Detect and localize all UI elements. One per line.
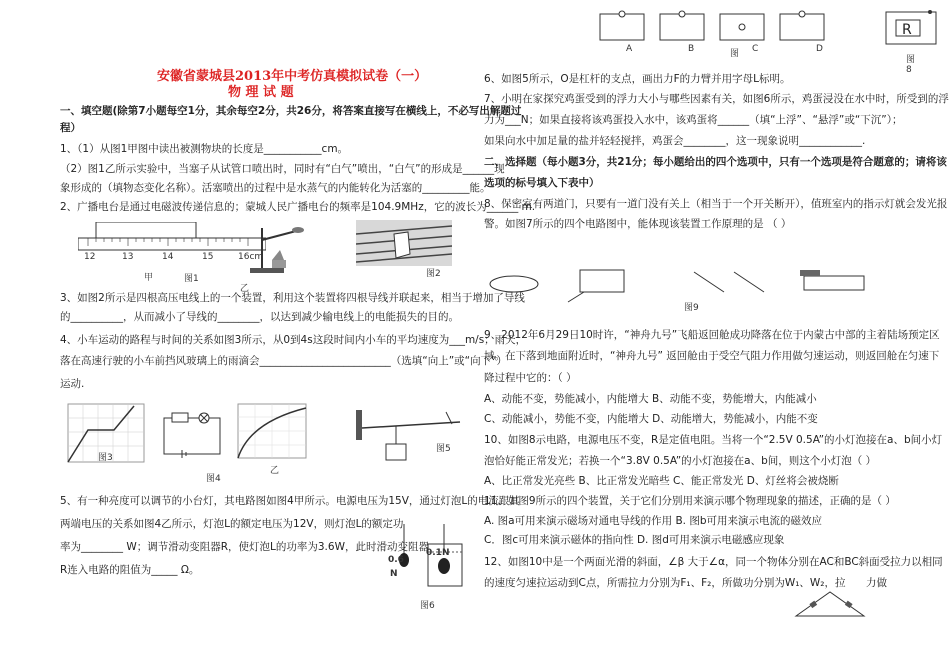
q5-line1: 5、有一种亮度可以调节的小台灯，其电路图如图4甲所示。电源电压为15V，通过灯泡L的电流跟其 <box>60 495 520 507</box>
q10-options: A、比正常发光亮些 B、比正常发光暗些 C、能正常发光 D、灯丝将会被烧断 <box>484 475 839 487</box>
figure8-caption: 图8 <box>906 55 916 75</box>
q9-options-cd: C、动能减小，势能不变，内能增大 D、动能增大，势能减小，内能不变 <box>484 413 818 425</box>
q8-line1: 8、保密室有两道门，只要有一道门没有关上（相当于一个开关断开），值班室内的指示灯就会发光报 <box>484 198 948 210</box>
figure7-option-label: A <box>626 44 633 54</box>
q9-options-ab: A、动能不变，势能减小，内能增大 B、动能不变，势能增大，内能减小 <box>484 393 817 405</box>
q4-line1: 4、小车运动的路程与时间的关系如图3所示，从0到4s这段时间内小车的平均速度为___m/s；雨天， <box>60 334 527 346</box>
q11-options-ab: A. 图a可用来演示磁场对通电导线的作用 B. 图b可用来演示电流的磁效应 <box>484 515 822 527</box>
figure6-reading-b: 0.1N <box>426 548 450 558</box>
figure1-jia-label: 甲 <box>144 273 154 283</box>
q4-line2: 落在高速行驶的小车前挡风玻璃上的雨滴会_________________________（选填“向上”或“向下”） <box>60 355 508 367</box>
figure7-caption: 图 <box>730 49 740 59</box>
figure5-lever <box>356 410 464 466</box>
figure6-reading-a: 0.6 <box>388 555 404 565</box>
figure1-yi-label: 乙 <box>240 284 250 294</box>
q9-line2: 域。在下落到地面附近时，“神舟九号” 返回舱由于受空气阻力作用做匀速运动，则返回舱在匀速下 <box>484 350 940 362</box>
figure4-yi-label: 乙 <box>270 466 280 476</box>
q7-line2: 力为___N；如果直接将该鸡蛋投入水中，该鸡蛋将______（填“上浮”、“悬浮”或“下沉”）； <box>484 114 903 126</box>
figure3-caption: 图3 <box>98 453 113 463</box>
q12-line2: 的速度匀速拉运动到C点，所需拉力分别为F₁、F₂，所做功分别为W₁、W₂，拉 <box>484 577 846 589</box>
q11-options-cd: C．图c可用来演示磁体的指向性 D. 图d可用来演示电磁感应现象 <box>484 534 785 546</box>
ruler-label: 13 <box>122 252 134 262</box>
figure2-power-lines <box>356 220 452 266</box>
figure7-option-label: D <box>816 44 823 54</box>
figure8-resistor-label: R <box>902 22 912 38</box>
ruler-label: 16cm <box>238 252 264 262</box>
q4-line3: 运动. <box>60 378 85 390</box>
q7-line1: 7、小明在家探究鸡蛋受到的浮力大小与哪些因素有关，如图6所示，鸡蛋浸没在水中时，所受到的浮 <box>484 93 949 105</box>
figure5-caption: 图5 <box>436 444 451 454</box>
figure9-caption: 图9 <box>684 303 699 313</box>
page-subtitle: 物 理 试 题 <box>228 85 294 100</box>
q10-line1: 10、如图8示电路，电源电压不变，R是定值电阻。当将一个“2.5V 0.5A”的小灯泡接在a、b间小灯 <box>484 434 943 446</box>
figure6-unit: N <box>390 569 398 579</box>
q1-line1: 1、（1）从图1甲图中读出被测物块的长度是___________cm。 <box>60 143 349 155</box>
figure6-caption: 图6 <box>420 601 435 611</box>
q5-line2: 两端电压的关系如图4乙所示，灯泡L的额定电压为12V，则灯泡L的额定功 <box>60 518 404 530</box>
figure4-current-voltage-graph <box>230 400 310 464</box>
q8-line2: 警。如图7所示的四个电路图中，能体现该装置工作原理的是 （ ） <box>484 218 792 230</box>
q1-line3: 象形成的（填物态变化名称）。活塞喷出的过程中是水蒸气的内能转化为活塞的_________能。 <box>60 182 491 194</box>
q7-line3: 如果向水中加足量的盐并轻轻搅拌，鸡蛋会________，这一现象说明____________. <box>484 135 866 147</box>
section1-heading: 一、填空题(除第7小题每空1分，其余每空2分，共26分，将答案直接写在横线上，不必写出解题过 <box>60 105 522 117</box>
q9-line3: 降过程中它的：（ ） <box>484 372 577 384</box>
q9-line1: 9、2012年6月29日10时许，“神舟九号”飞船返回舱成功降落在位于内蒙古中部的主着陆场预定区 <box>484 329 940 341</box>
q12-line1: 12、如图10中是一个两面光滑的斜面，∠β 大于∠α，同一个物体分别在AC和BC斜面受拉力以相同 <box>484 556 943 568</box>
q5-line3: 率为________ W；调节滑动变阻器R，使灯泡L的功率为3.6W，此时滑动变阻器 <box>60 541 429 553</box>
page-title: 安徽省蒙城县2013年中考仿真模拟试卷（一） <box>157 69 428 84</box>
q3-line1: 3、如图2所示是四根高压电线上的一个装置，利用这个装置将四根导线并联起来，相当于增加了导线 <box>60 292 525 304</box>
figure2-caption: 图2 <box>426 269 441 279</box>
q1-line2: （2）图1乙所示实验中，当塞子从试管口喷出时，同时有“白气”喷出，“白气”的形成是______现 <box>60 163 505 175</box>
section1-heading-cont: 程） <box>60 122 81 134</box>
figure4-circuit <box>160 408 224 460</box>
q6-text: 6、如图5所示，O是杠杆的支点，画出力F的力臂并用字母L标明。 <box>484 73 791 85</box>
ruler-label: 14 <box>162 252 174 262</box>
figure1-testtube-apparatus <box>232 220 312 280</box>
figure8-circuit <box>882 6 942 48</box>
q5-line4: R连入电路的阻值为_____ Ω。 <box>60 564 200 576</box>
q2-text: 2、广播电台是通过电磁波传递信息的；蒙城人民广播电台的频率是104.9MHz，它的波长为______ m. <box>60 201 536 213</box>
q12-line2-end: 力做 <box>866 577 887 589</box>
section2-heading: 二、选择题（每小题3分，共21分；每小题给出的四个选项中，只有一个选项是符合题意的；请将该 <box>484 156 947 168</box>
figure1-caption: 图1 <box>184 274 199 284</box>
ruler-label: 12 <box>84 252 96 262</box>
ruler-label: 15 <box>202 252 214 262</box>
figure7-option-label: B <box>688 44 695 54</box>
figure4-caption: 图4 <box>206 474 221 484</box>
figure7-option-label: C <box>752 44 759 54</box>
figure10-incline <box>792 586 868 620</box>
q10-line2: 泡恰好能正常发光；若换一个“3.8V 0.5A”的小灯泡接在a、b间，则这个小灯泡（ ） <box>484 455 877 467</box>
section2-heading-cont: 选项的标号填入下表中） <box>484 177 600 189</box>
q11-text: 11、如图9所示的四个装置，关于它们分别用来演示哪个物理现象的描述，正确的是（ ） <box>484 495 896 507</box>
q3-line2: 的__________，从而减小了导线的________，以达到减少输电线上的电能损失的目的。 <box>60 311 459 323</box>
